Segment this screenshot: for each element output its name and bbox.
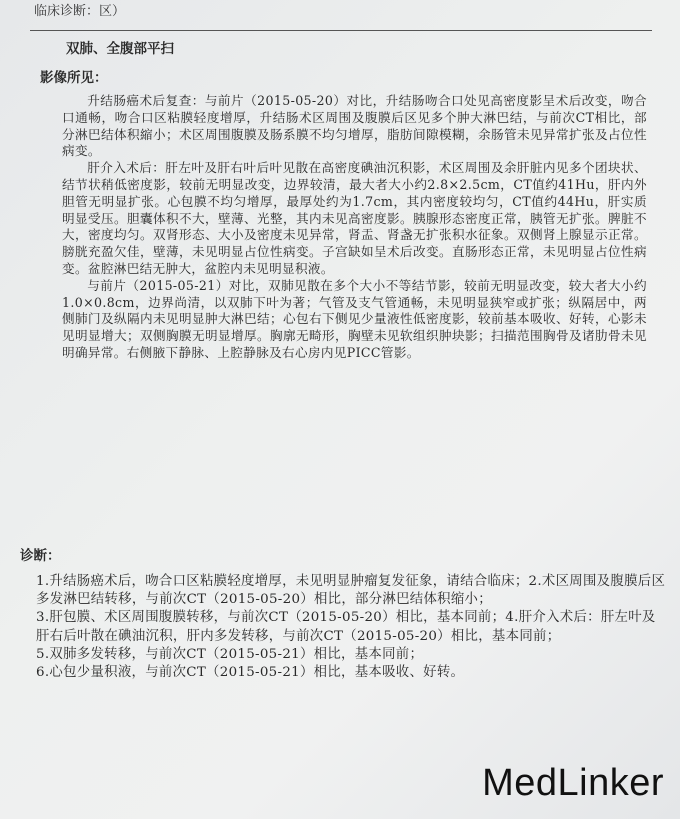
findings-paragraph: 肝介入术后：肝左叶及肝右叶后叶见散在高密度碘油沉积影，术区周围及余肝脏内见多个团块状、结节状稍低密度影，较前无明显改变，边界较清，最大者大小约2.8×2.5cm，CT值约41Hu，肝内外胆管无明显扩张。心包膜不均匀增厚，最厚处约为1.7cm，其内密度较均匀，CT值约44Hu，肝实质明显受压。胆囊体积不大，壁薄、光整，其内未见高密度影。胰腺形态密度正常，胰管无扩张。脾脏不大，密度均匀。双肾形态、大小及密度未见异常，肾盂、肾盏无扩张积水征象。双侧肾上腺显示正常。膀胱充盈欠佳，壁薄，未见明显占位性病变。子宫缺如呈术后改变。直肠形态正常，未见明显占位性病变。盆腔淋巴结无肿大，盆腔内未见明显积液。 [62,160,647,276]
diagnosis-list [36,573,668,682]
diagnosis-item: 3.肝包膜、术区周围腹膜转移，与前次CT（2015-05-20）相比，基本同前；4.肝介入术后：肝左叶及肝右后叶散在碘油沉积，肝内多发转移，与前次CT（2015-05-20）相比，基本同前； [36,610,656,644]
findings-paragraph: 升结肠癌术后复查：与前片（2015-05-20）对比，升结肠吻合口处见高密度影呈术后改变，吻合口通畅，吻合口区粘膜轻度增厚，升结肠术区周围及腹膜后区见多个肿大淋巴结，与前次CT相比，部分淋巴结体积縮小；术区周围腹膜及肠系膜不均匀增厚，脂肪间隙模糊，余肠管未见异常扩张及占位性病变。 [62,93,647,159]
findings-paragraph: 与前片（2015-05-21）对比，双肺见散在多个大小不等结节影，较前无明显改变，较大者大小约1.0×0.8cm，边界尚清，以双肺下叶为著；气管及支气管通畅，未见明显狭窄或扩张；纵隔居中，两侧肺门及纵隔内未见明显肿大淋巴结；心包右下侧见少量液性低密度影，较前基本吸收、好转，心影未见明显增大；双侧胸膜无明显增厚。胸廓无畸形，胸壁未见软组织肿块影；扫描范围胸骨及诸肋骨未见明确异常。右侧腋下静脉、上腔静脉及右心房内见PICC管影。 [62,277,647,360]
findings-heading: 影像所见： [40,70,108,86]
diagnosis-item: 6.心包少量积液，与前次CT（2015-05-21）相比，基本吸收、好转。 [36,665,465,681]
clinical-diagnosis-label: 临床诊断：区） [34,4,126,19]
diagnosis-item: 5.双肺多发转移，与前次CT（2015-05-21）相比，基本同前； [36,646,424,662]
medlinker-watermark: MedLinker [482,762,664,804]
diagnosis-item: 1.升结肠癌术后，吻合口区粘膜轻度增厚，未见明显肿瘤复发征象，请结合临床；2.术区周围及腹膜后区多发淋巴结转移，与前次CT（2015-05-20）相比，部分淋巴结体积缩小； [36,574,666,608]
exam-title: 双肺、全腹部平扫 [66,41,174,57]
findings-body [62,93,647,362]
diagnosis-heading: 诊断： [20,548,61,564]
header-rule [30,30,652,31]
